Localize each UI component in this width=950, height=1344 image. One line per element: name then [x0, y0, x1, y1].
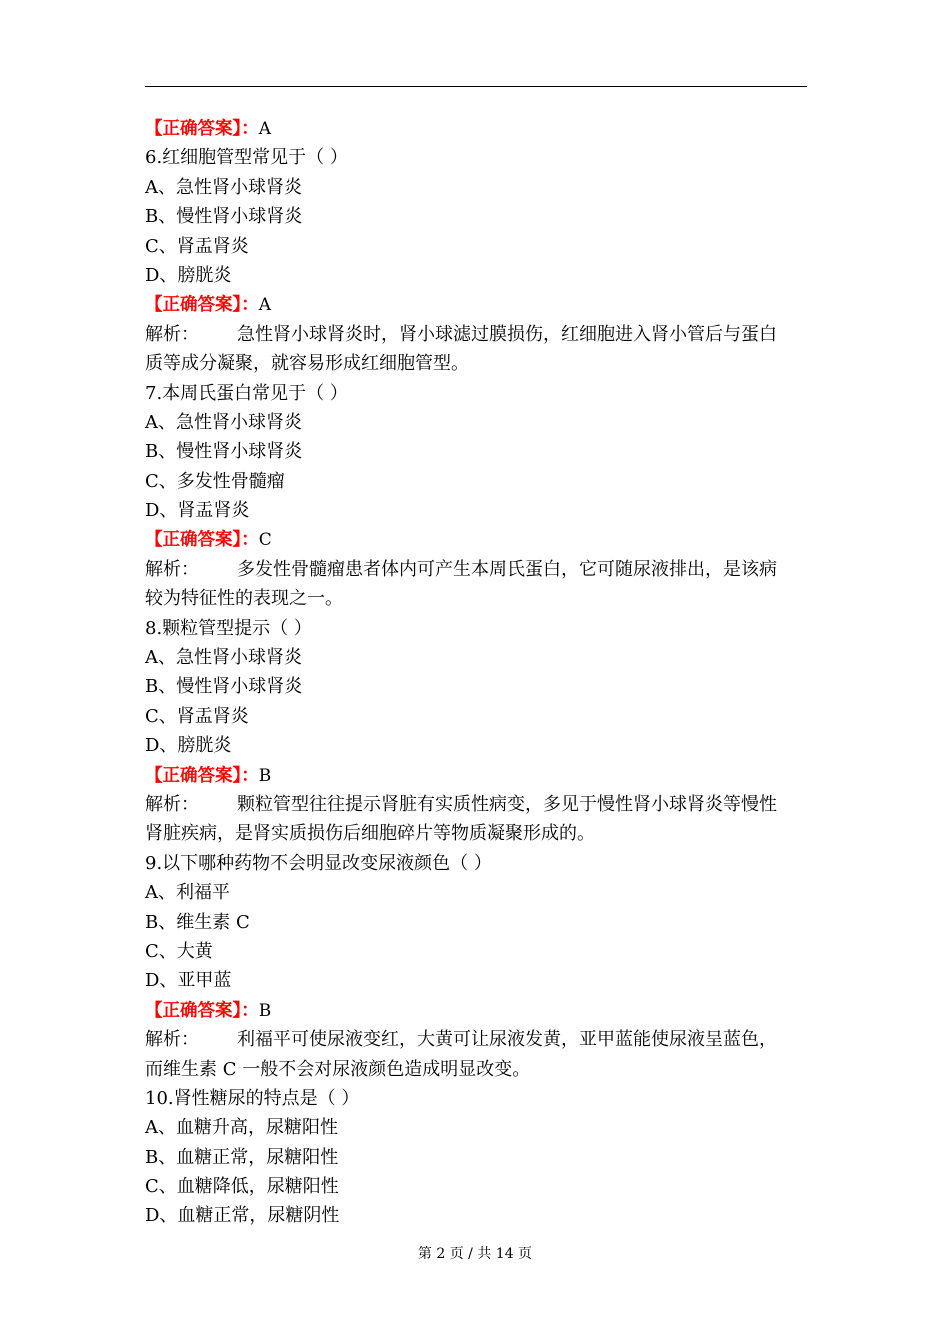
answer-line: [145, 761, 807, 790]
option-b: B、维生素 C: [145, 911, 250, 933]
question-stem: 10.肾性糖尿的特点是（ ）: [145, 1087, 360, 1109]
option-c: C、大黄: [145, 940, 213, 962]
explanation-label: 解析：: [145, 323, 199, 345]
option-c: C、多发性骨髓瘤: [145, 470, 285, 492]
explanation-label: 解析：: [145, 1029, 199, 1051]
explanation-continuation: 质等成分凝聚，就容易形成红细胞管型。: [145, 353, 469, 375]
option-d: D、血糖正常，尿糖阴性: [145, 1205, 340, 1227]
option-a: A、急性肾小球肾炎: [145, 176, 302, 198]
answer-value: A: [258, 295, 272, 316]
question-stem: 6.红细胞管型常见于（ ）: [145, 147, 348, 169]
answer-value: B: [258, 765, 272, 786]
page-content: [145, 114, 807, 1231]
answer-label: 【正确答案】：: [145, 1000, 259, 1021]
answer-value: A: [258, 119, 272, 139]
option-c: C、血糖降低，尿糖阳性: [145, 1176, 339, 1198]
answer-line: [145, 525, 807, 554]
answer-value: B: [258, 1000, 272, 1021]
explanation-line: [145, 555, 807, 584]
explanation-text: 颗粒管型往往提示肾脏有实质性病变，多见于慢性肾小球肾炎等慢性: [237, 793, 777, 815]
explanation-label: 解析：: [145, 793, 199, 815]
explanation-continuation: 较为特征性的表现之一。: [145, 588, 343, 610]
answer-label: 【正确答案】：: [145, 765, 259, 786]
explanation-label: 解析：: [145, 558, 199, 580]
option-c: C、肾盂肾炎: [145, 235, 249, 257]
answer-label: 【正确答案】：: [145, 295, 259, 316]
option-a: A、血糖升高，尿糖阳性: [145, 1117, 338, 1139]
explanation-continuation: 而维生素 C 一般不会对尿液颜色造成明显改变。: [145, 1058, 531, 1080]
option-d: D、膀胱炎: [145, 735, 232, 757]
question-stem: 9.以下哪种药物不会明显改变尿液颜色（ ）: [145, 852, 492, 874]
explanation-text: 利福平可使尿液变红，大黄可让尿液发黄，亚甲蓝能使尿液呈蓝色，: [237, 1029, 777, 1051]
answer-label: 【正确答案】：: [145, 119, 259, 139]
question-stem: 8.颗粒管型提示（ ）: [145, 617, 312, 639]
option-b: B、慢性肾小球肾炎: [145, 206, 303, 228]
page-footer: 第 2 页 / 共 14 页: [417, 1246, 533, 1262]
answer-value: C: [258, 530, 272, 551]
answer-line: [145, 996, 807, 1025]
option-a: A、急性肾小球肾炎: [145, 411, 302, 433]
explanation-continuation: 肾脏疾病，是肾实质损伤后细胞碎片等物质凝聚形成的。: [145, 823, 595, 845]
explanation-line: [145, 790, 807, 819]
answer-line: [145, 290, 807, 319]
explanation-text: 急性肾小球肾炎时，肾小球滤过膜损伤，红细胞进入肾小管后与蛋白: [237, 323, 777, 345]
answer-label: 【正确答案】：: [145, 530, 259, 551]
option-d: D、亚甲蓝: [145, 970, 232, 992]
explanation-line: [145, 320, 807, 349]
option-b: B、慢性肾小球肾炎: [145, 441, 303, 463]
option-a: A、利福平: [145, 882, 230, 904]
explanation-line: [145, 1025, 807, 1054]
option-c: C、肾盂肾炎: [145, 705, 249, 727]
explanation-text: 多发性骨髓瘤患者体内可产生本周氏蛋白，它可随尿液排出，是该病: [237, 558, 777, 580]
question-stem: 7.本周氏蛋白常见于（ ）: [145, 382, 348, 404]
option-b: B、血糖正常，尿糖阳性: [145, 1146, 339, 1168]
option-d: D、膀胱炎: [145, 264, 232, 286]
answer-line: [145, 114, 807, 143]
option-b: B、慢性肾小球肾炎: [145, 676, 303, 698]
option-d: D、肾盂肾炎: [145, 500, 250, 522]
option-a: A、急性肾小球肾炎: [145, 647, 302, 669]
header-rule: [145, 86, 807, 87]
